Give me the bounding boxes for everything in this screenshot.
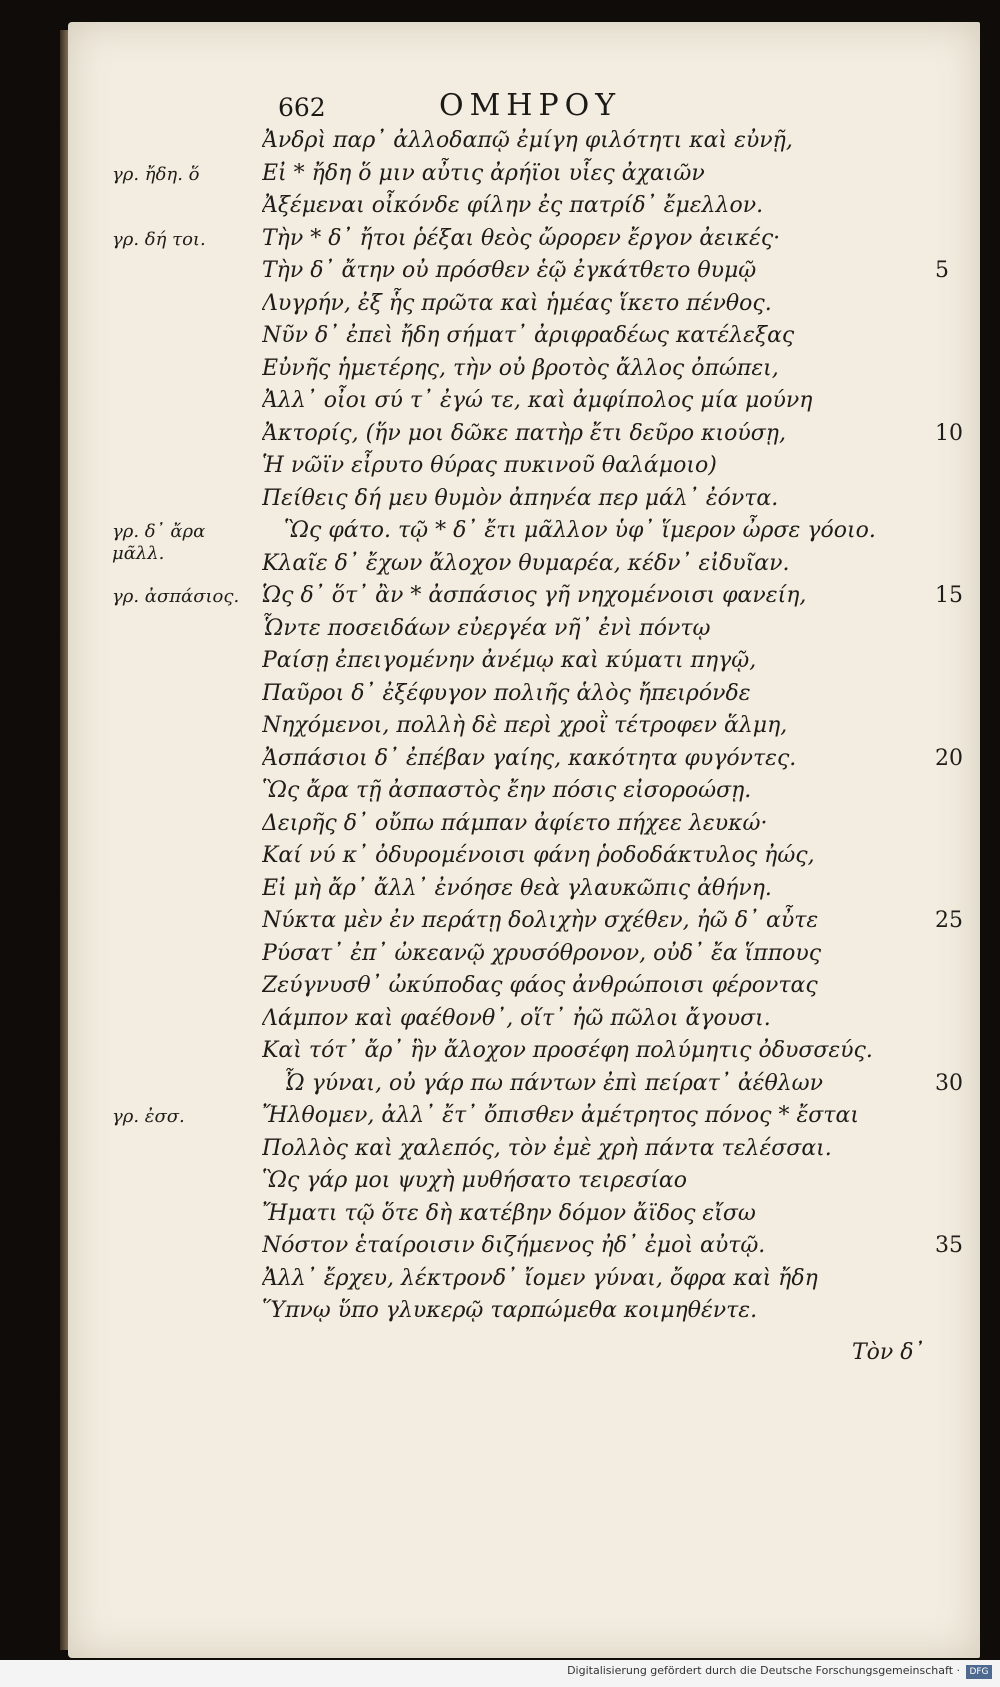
line-number: 15 <box>935 583 963 608</box>
verse-line: Ὧντε ποσειδάων εὐεργέα νῆ᾽ ἐνὶ πόντῳ <box>262 615 711 641</box>
digitization-credit: Digitalisierung gefördert durch die Deutsche Forschungsgemeinschaft · <box>567 1664 960 1677</box>
verse-line: Τὴν * δ᾽ ἤτοι ῥέξαι θεὸς ὤρορεν ἔργον ἀεικές· <box>262 225 781 251</box>
verse-block <box>262 125 892 1328</box>
verse-line: Τὴν δ᾽ ἄτην οὐ πρόσθεν ἑῷ ἐγκάτθετο θυμῷ <box>262 258 757 283</box>
verse-line: Εἰ * ἤδη ὅ μιν αὖτις ἀρήϊοι υἷες ἀχαιῶν <box>262 160 705 186</box>
verse-line: Λυγρήν, ἐξ ἧς πρῶτα καὶ ἡμέας ἵκετο πένθος. <box>262 290 772 316</box>
line-number: 5 <box>935 258 949 283</box>
margin-note: γρ. ἀσπάσιος. <box>112 586 240 607</box>
verse-line: Ρύσατ᾽ ἐπ᾽ ὠκεανῷ χρυσόθρονον, οὐδ᾽ ἔα ἵππους <box>262 940 822 966</box>
verse-line: Ὦ γύναι, οὐ γάρ πω πάντων ἐπὶ πείρατ᾽ ἀέθλων <box>284 1070 823 1096</box>
line-number: 25 <box>935 908 963 933</box>
verse-line: Καὶ τότ᾽ ἄρ᾽ ἣν ἄλοχον προσέφη πολύμητις ὀδυσσεύς. <box>262 1038 873 1063</box>
verse-line: Νηχόμενοι, πολλὴ δὲ περὶ χροῒ τέτροφεν ἅλμη, <box>262 713 788 738</box>
running-head: ΟΜΗΡΟΥ <box>438 88 622 123</box>
verse-line: Ζεύγνυσθ᾽ ὠκύποδας φάος ἀνθρώποισι φέροντας <box>262 973 818 998</box>
verse-line: Νύκτα μὲν ἐν περάτῃ δολιχὴν σχέθεν, ἠῶ δ᾽ αὖτε <box>262 908 819 933</box>
verse-line: Ἡ νῶϊν εἶρυτο θύρας πυκινοῦ θαλάμοιο) <box>262 453 717 478</box>
verse-line: Νῦν δ᾽ ἐπεὶ ἤδη σήματ᾽ ἀριφραδέως κατέλεξας <box>262 323 795 348</box>
line-number: 30 <box>935 1070 963 1096</box>
margin-note: γρ. δ᾽ ἄρα μᾶλλ. <box>112 521 206 564</box>
verse-line: Ἀξέμεναι οἶκόνδε φίλην ἐς πατρίδ᾽ ἔμελλον. <box>262 193 764 218</box>
margin-note: γρ. ἐσσ. <box>112 1106 185 1127</box>
verse-line: Ἀσπάσιοι δ᾽ ἐπέβαν γαίης, κακότητα φυγόντες. <box>262 745 797 771</box>
line-number: 20 <box>935 745 963 771</box>
margin-note: γρ. δή τοι. <box>112 228 206 250</box>
margin-note: γρ. ἤδη. ὅ <box>112 163 200 185</box>
verse-line: Εἰ μὴ ἄρ᾽ ἄλλ᾽ ἐνόησε θεὰ γλαυκῶπις ἀθήνη. <box>262 875 772 901</box>
line-number: 10 <box>935 420 963 446</box>
verse-line: Ὣς φάτο. τῷ * δ᾽ ἔτι μᾶλλον ὑφ᾽ ἵμερον ὦρσε γόοιο. <box>284 518 876 543</box>
verse-line: Ἀνδρὶ παρ᾽ ἀλλοδαπῷ ἐμίγη φιλότητι καὶ εὐνῇ, <box>262 128 793 153</box>
verse-line: Καί νύ κ᾽ ὀδυρομένοισι φάνη ῥοδοδάκτυλος ἠώς, <box>262 843 815 868</box>
verse-line: Πολλὸς καὶ χαλεπός, τὸν ἐμὲ χρὴ πάντα τελέσσαι. <box>262 1135 832 1161</box>
verse-line: Ὣς ἄρα τῇ ἀσπαστὸς ἔην πόσις εἰσοροώσῃ. <box>262 778 752 803</box>
verse-line: Ἀκτορίς, (ἥν μοι δῶκε πατὴρ ἔτι δεῦρο κιούσῃ, <box>262 420 786 446</box>
verse-line: Παῦροι δ᾽ ἐξέφυγον πολιῆς ἁλὸς ἤπειρόνδε <box>262 680 751 706</box>
page-number: 662 <box>278 93 326 122</box>
verse-line: Ἀλλ᾽ οἶοι σύ τ᾽ ἐγώ τε, καὶ ἀμφίπολος μία μούνη <box>262 388 813 413</box>
footer-bar <box>0 1660 1000 1687</box>
verse-line: Ἤματι τῷ ὅτε δὴ κατέβην δόμον ἄϊδος εἴσω <box>262 1200 756 1226</box>
verse-line: Ἤλθομεν, ἀλλ᾽ ἔτ᾽ ὄπισθεν ἀμέτρητος πόνος * ἔσται <box>262 1103 859 1128</box>
verse-line: Ραίσῃ ἐπειγομένην ἀνέμῳ καὶ κύματι πηγῷ, <box>262 648 757 673</box>
verse-line: Κλαῖε δ᾽ ἔχων ἄλοχον θυμαρέα, κέδν᾽ εἰδυῖαν. <box>262 550 790 576</box>
dfg-logo: DFG <box>966 1665 992 1679</box>
catchword: Τὸν δ᾽ <box>852 1340 925 1365</box>
verse-line: Λάμπον καὶ φαέθονθ᾽, οἵτ᾽ ἠῶ πῶλοι ἄγουσι. <box>262 1005 771 1031</box>
line-number: 35 <box>935 1233 963 1258</box>
verse-line: Πείθεις δή μευ θυμὸν ἀπηνέα περ μάλ᾽ ἐόντα. <box>262 485 779 511</box>
verse-line: Ὕπνῳ ὕπο γλυκερῷ ταρπώμεθα κοιμηθέντε. <box>262 1298 758 1323</box>
verse-line: Ἀλλ᾽ ἔρχευ, λέκτρονδ᾽ ἴομεν γύναι, ὄφρα καὶ ἤδη <box>262 1265 818 1291</box>
verse-line: Εὐνῆς ἡμετέρης, τὴν οὐ βροτὸς ἄλλος ὀπώπει, <box>262 355 779 381</box>
verse-line: Ὡς δ᾽ ὅτ᾽ ἂν * ἀσπάσιος γῆ νηχομένοισι φανείη, <box>262 583 807 608</box>
verse-line: Δειρῆς δ᾽ οὔπω πάμπαν ἀφίετο πήχεε λευκώ· <box>262 810 768 836</box>
verse-line: Νόστον ἑταίροισιν διζήμενος ἠδ᾽ ἐμοὶ αὐτῷ. <box>262 1233 766 1258</box>
verse-line: Ὣς γάρ μοι ψυχὴ μυθήσατο τειρεσίαο <box>262 1168 688 1193</box>
